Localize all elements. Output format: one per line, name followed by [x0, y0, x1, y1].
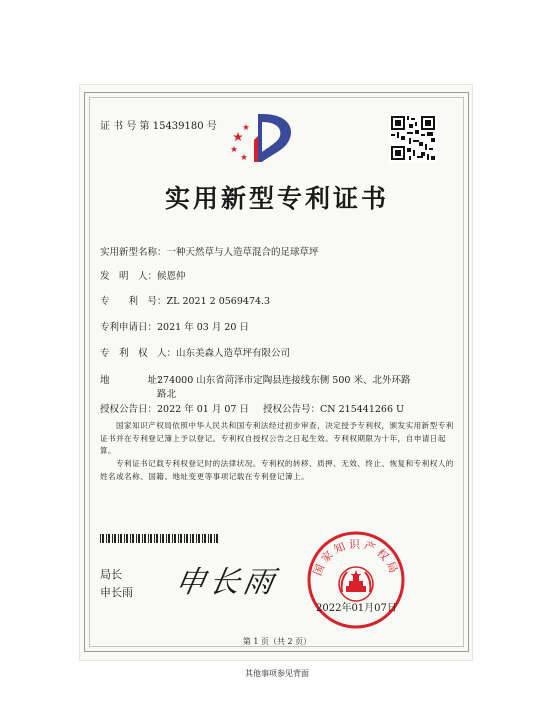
qr-code	[389, 114, 437, 162]
svg-text:国家知识产权局: 国家知识产权局	[310, 538, 402, 578]
field-value: 2022 年 01 月 07 日	[157, 404, 249, 415]
field-address	[100, 372, 410, 386]
field-value: 2021 年 03 月 20 日	[157, 322, 249, 333]
patent-office-logo	[228, 110, 298, 168]
field-label: 专 利 号：	[100, 296, 167, 307]
field-grant-date	[100, 401, 249, 415]
back-page-note: 其他事项参见背面	[245, 669, 309, 678]
field-label: 专利申请日：	[100, 322, 158, 333]
field-utility-model-name	[100, 244, 319, 258]
signature-title: 局长	[100, 568, 122, 581]
official-seal	[304, 528, 408, 632]
field-value: 274000 山东省菏泽市定陶县连接线东侧 500 米、北外环路	[157, 375, 411, 386]
field-label: 专 利 权 人：	[100, 348, 177, 359]
certificate-number: 证 书 号 第 15439180 号	[100, 121, 217, 132]
certificate-title: 实用新型专利证书	[164, 184, 389, 213]
field-inventor	[100, 268, 186, 282]
certificate-statement-2: 专利证书记载专利权登记时的法律状况。专利权的转移、质押、无效、终止、恢复和专利权人的姓名或名称、国籍、地址变更等事项记载在专利登记簿上。	[100, 459, 454, 481]
field-label: 地 址：	[100, 375, 167, 386]
field-value: 一种天然草与人造草混合的足球草坪	[166, 247, 319, 258]
field-grant-publication-number	[263, 401, 404, 415]
certificate-statement-1: 国家知识产权局依照中华人民共和国专利法经过初步审查，决定授予专利权，颁发实用新型专利证书并在专利登记簿上予以登记。专利权自授权公告之日起生效。专利权期限为十年，自申请日起算。	[100, 421, 454, 455]
field-value: 候恩仲	[157, 271, 186, 282]
field-label: 授权公告日：	[100, 404, 158, 415]
handwritten-signature: 申长雨	[172, 565, 281, 600]
field-label: 实用新型名称：	[100, 247, 167, 258]
field-address-line2: 路北	[157, 389, 177, 400]
field-patentee	[100, 345, 290, 359]
seal-date: 2022年01月07日	[316, 603, 397, 614]
field-label: 授权公告号：	[263, 404, 321, 415]
barcode	[100, 534, 218, 543]
field-value: CN 215441266 U	[320, 404, 405, 415]
field-label: 发 明 人：	[100, 271, 158, 282]
field-value: ZL 2021 2 0569474.3	[166, 296, 271, 307]
page-indicator: 第 1 页（共 2 页）	[242, 637, 312, 646]
field-value: 山东美森人造草坪有限公司	[176, 348, 291, 359]
field-patent-number	[100, 293, 270, 307]
field-application-date	[100, 319, 249, 333]
signature-name: 申长雨	[100, 586, 133, 599]
